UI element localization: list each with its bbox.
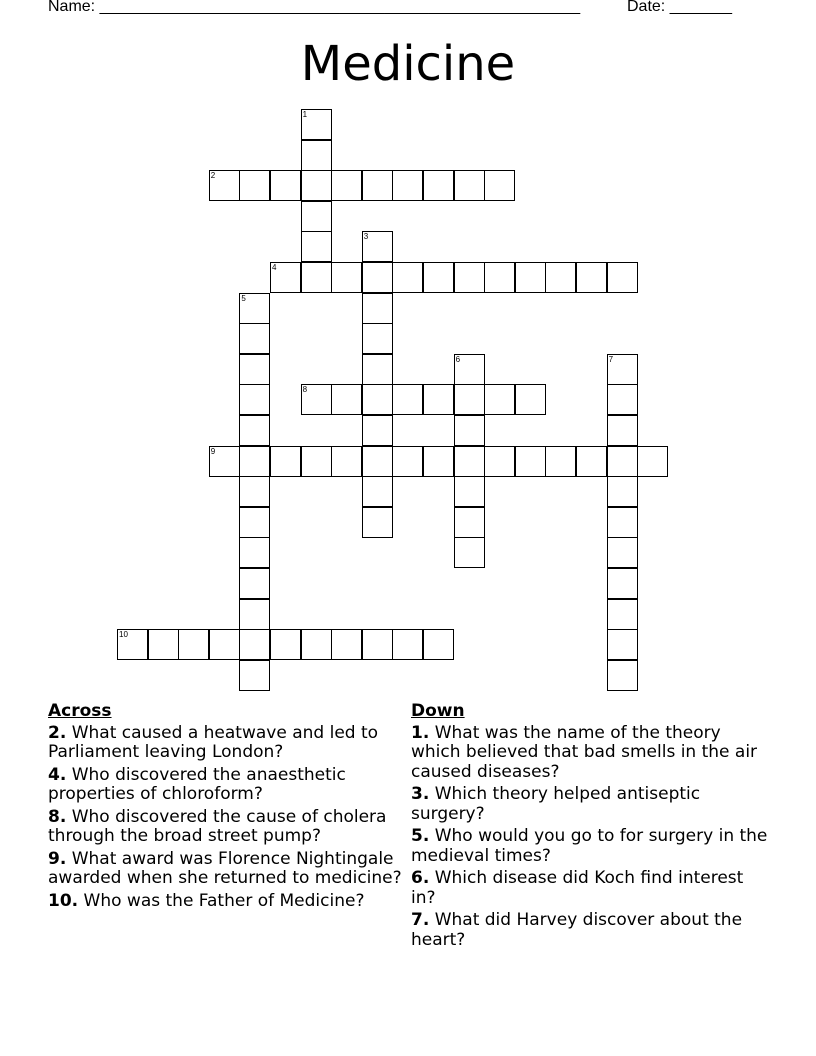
clue-number: 9 [210, 446, 216, 456]
grid-cell[interactable] [454, 507, 485, 538]
grid-cell[interactable] [423, 446, 454, 477]
grid-cell[interactable] [607, 660, 638, 691]
page-title: Medicine [300, 36, 516, 92]
grid-cell[interactable] [607, 507, 638, 538]
grid-cell[interactable] [362, 476, 393, 507]
grid-cell[interactable] [454, 537, 485, 568]
grid-cell[interactable] [209, 170, 240, 201]
grid-cell[interactable] [239, 415, 270, 446]
grid-cell[interactable] [362, 231, 393, 262]
grid-cell[interactable] [607, 568, 638, 599]
grid-cell[interactable] [239, 629, 270, 660]
grid-cell[interactable] [301, 231, 332, 262]
clue-number: 10 [119, 630, 128, 640]
grid-cell[interactable] [392, 629, 423, 660]
across-heading: Across [48, 701, 112, 721]
grid-cell[interactable] [362, 446, 393, 477]
grid-cell[interactable] [515, 446, 546, 477]
grid-cell[interactable] [392, 446, 423, 477]
grid-cell[interactable] [454, 446, 485, 477]
grid-cell[interactable] [423, 384, 454, 415]
down-heading: Down [411, 701, 465, 721]
grid-cell[interactable] [362, 354, 393, 385]
grid-cell[interactable] [270, 629, 301, 660]
grid-cell[interactable] [239, 446, 270, 477]
grid-cell[interactable] [607, 629, 638, 660]
grid-cell[interactable] [301, 201, 332, 232]
grid-cell[interactable] [545, 446, 576, 477]
grid-cell[interactable] [209, 629, 240, 660]
grid-cell[interactable] [607, 599, 638, 630]
grid-cell[interactable] [301, 262, 332, 293]
grid-cell[interactable] [515, 384, 546, 415]
grid-cell[interactable] [117, 629, 148, 660]
grid-cell[interactable] [331, 170, 362, 201]
grid-cell[interactable] [423, 170, 454, 201]
grid-cell[interactable] [454, 476, 485, 507]
grid-cell[interactable] [362, 384, 393, 415]
clue-down: 5. Who would you go to for surgery in the medieval times? [411, 826, 768, 866]
grid-cell[interactable] [454, 384, 485, 415]
grid-cell[interactable] [607, 476, 638, 507]
clue-number: 8 [302, 385, 308, 395]
grid-cell[interactable] [392, 170, 423, 201]
grid-cell[interactable] [362, 262, 393, 293]
grid-cell[interactable] [423, 629, 454, 660]
clue-number: 5 [241, 293, 246, 303]
clue-number: 2 [210, 171, 216, 181]
grid-cell[interactable] [301, 384, 332, 415]
grid-cell[interactable] [392, 384, 423, 415]
clue-down: 6. Which disease did Koch find interest in? [411, 868, 744, 908]
clue-number: 6 [455, 354, 461, 364]
crossword-grid [117, 109, 670, 693]
clue-down: 7. What did Harvey discover about the heart? [411, 910, 743, 950]
grid-cell[interactable] [607, 262, 638, 293]
grid-cell[interactable] [362, 415, 393, 446]
grid-cell[interactable] [148, 629, 179, 660]
grid-cell[interactable] [301, 109, 332, 140]
grid-cell[interactable] [423, 262, 454, 293]
grid-cell[interactable] [362, 293, 393, 324]
grid-cell[interactable] [239, 384, 270, 415]
grid-cell[interactable] [362, 323, 393, 354]
grid-cell[interactable] [239, 476, 270, 507]
grid-cell[interactable] [331, 446, 362, 477]
grid-cell[interactable] [484, 446, 515, 477]
grid-cell[interactable] [301, 446, 332, 477]
name-field-label[interactable]: Name: ______________________________________________________ [48, 0, 581, 15]
grid-cell[interactable] [331, 262, 362, 293]
grid-cell[interactable] [545, 262, 576, 293]
grid-cell[interactable] [239, 507, 270, 538]
clue-number: 3 [363, 232, 369, 242]
grid-cell[interactable] [607, 354, 638, 385]
grid-cell[interactable] [607, 384, 638, 415]
grid-cell[interactable] [515, 262, 546, 293]
grid-cell[interactable] [301, 170, 332, 201]
grid-cell[interactable] [209, 446, 240, 477]
grid-cell[interactable] [576, 446, 607, 477]
clue-across: 8. Who discovered the cause of cholera through the broad street pump? [48, 806, 387, 846]
grid-cell[interactable] [331, 384, 362, 415]
grid-cell[interactable] [239, 354, 270, 385]
clue-down: 1. What was the name of the theory which believed that bad smells in the air caused diseases? [411, 722, 758, 782]
grid-cell[interactable] [607, 446, 638, 477]
grid-cell[interactable] [454, 170, 485, 201]
grid-cell[interactable] [239, 599, 270, 630]
grid-cell[interactable] [239, 170, 270, 201]
down-clues [411, 702, 771, 953]
date-field-label[interactable]: Date: _______ [627, 0, 732, 15]
grid-cell[interactable] [178, 629, 209, 660]
grid-cell[interactable] [239, 537, 270, 568]
clue-across: 4. Who discovered the anaesthetic properties of chloroform? [48, 764, 346, 804]
clue-number: 7 [608, 354, 614, 364]
clue-across: 9. What award was Florence Nightingale awarded when she returned to medicine? [48, 848, 402, 888]
grid-cell[interactable] [484, 170, 515, 201]
clue-down: 3. Which theory helped antiseptic surgery? [411, 784, 701, 824]
grid-cell[interactable] [331, 629, 362, 660]
grid-cell[interactable] [270, 262, 301, 293]
clue-number: 1 [302, 110, 308, 119]
grid-cell[interactable] [270, 446, 301, 477]
clue-across: 10. Who was the Father of Medicine? [48, 890, 365, 911]
across-clues [48, 702, 408, 914]
grid-cell[interactable] [239, 293, 270, 324]
grid-cell[interactable] [239, 323, 270, 354]
grid-cell[interactable] [484, 384, 515, 415]
grid-cell[interactable] [301, 140, 332, 171]
grid-cell[interactable] [576, 262, 607, 293]
grid-cell[interactable] [362, 170, 393, 201]
grid-cell[interactable] [392, 262, 423, 293]
grid-cell[interactable] [362, 507, 393, 538]
grid-cell[interactable] [454, 354, 485, 385]
grid-cell[interactable] [607, 415, 638, 446]
grid-cell[interactable] [454, 415, 485, 446]
clue-number: 4 [272, 263, 277, 272]
grid-cell[interactable] [301, 629, 332, 660]
grid-cell[interactable] [362, 629, 393, 660]
clue-across: 2. What caused a heatwave and led to Parliament leaving London? [48, 722, 379, 762]
grid-cell[interactable] [239, 568, 270, 599]
grid-cell[interactable] [270, 170, 301, 201]
grid-cell[interactable] [454, 262, 485, 293]
grid-cell[interactable] [484, 262, 515, 293]
grid-cell[interactable] [239, 660, 270, 691]
grid-cell[interactable] [637, 446, 668, 477]
grid-cell[interactable] [607, 537, 638, 568]
